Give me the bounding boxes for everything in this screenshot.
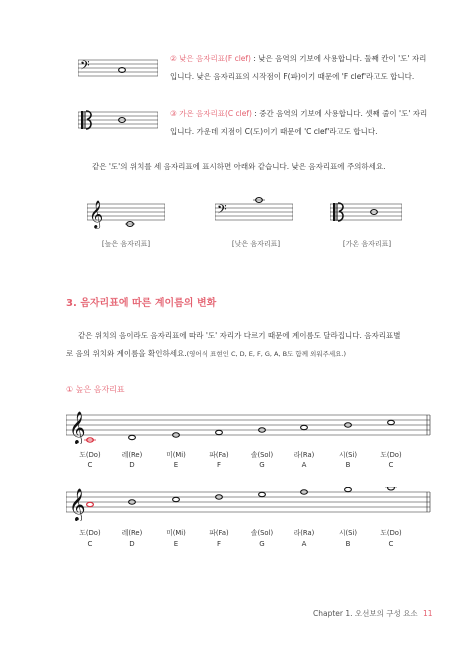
letter-label: E [173,540,179,548]
solfege-row-2 [0,527,474,539]
letter-label: B [345,461,351,469]
letter-label: F [216,540,222,548]
solfege-label: 미(Mi) [166,451,186,459]
paragraph-note: (영어식 표현인 C, D, E, F, G, A, B도 함께 외워주세요.) [186,350,347,358]
solfege-label: 레(Re) [121,451,143,459]
letter-label: C [87,461,93,469]
treble-scale-staff-1 [66,410,431,444]
letter-label: E [173,461,179,469]
solfege-label: 라(Ra) [293,451,315,459]
alto-clef-text-1: : 중간 음역의 기보에 사용합니다. 셋째 줄이 '도' 자리 [251,109,428,118]
solfege-label: 솔(Sol) [250,529,274,537]
note-g [259,492,266,496]
solfege-label: 시(Si) [338,529,358,537]
treble-clef-caption: [높은 음자리표] [101,240,151,248]
alto-clef-description [170,105,427,123]
bass-clef-caption: [낮은 음자리표] [231,240,281,248]
treble-clef-icon: 𝄞 [69,488,86,521]
solfege-label: 라(Ra) [293,529,315,537]
solfege-label: 도(Do) [380,529,402,537]
letter-label: C [388,461,394,469]
letter-label: G [259,461,265,469]
solfege-label: 솔(Sol) [250,451,274,459]
bass-clef-text-2: 입니다. 낮은 음자리표의 시작점이 F(파)이기 때문에 'F clef'라고도 합니다. [170,72,415,81]
note-f [216,430,223,434]
treble-do-staff [87,196,165,236]
solfege-label: 도(Do) [380,451,402,459]
letter-label: D [129,540,135,548]
solfege-label: 파(Fa) [209,529,229,537]
solfege-row-1 [0,449,474,461]
solfege-label: 도(Do) [79,451,101,459]
alto-clef-text-2: 입니다. 가운데 지점이 C(도)이기 때문에 'C clef'라고도 합니다. [170,127,378,136]
solfege-label: 레(Re) [121,529,143,537]
letter-label: G [259,540,265,548]
bass-clef-icon: 𝄢 [80,58,90,76]
treble-clef-icon: 𝄞 [89,200,104,228]
note-b [345,487,352,491]
note-c-high [388,420,395,424]
bass-do-staff [215,192,293,232]
treble-clef-icon: 𝄞 [69,411,86,444]
alto-clef-title: ③ 가온 음자리표(C clef) [170,109,252,118]
alto-clef-caption: [가온 음자리표] [342,240,392,248]
note-a [301,425,308,429]
letter-label: C [87,540,93,548]
section-title: 3. 음자리표에 따른 계이름의 변화 [66,298,217,309]
intro-sentence: 같은 '도'의 위치를 세 음자리표에 표시하면 아래와 같습니다. 낮은 음자리표에 주의하세요. [92,162,386,171]
bass-clef-title: ② 낮은 음자리표(F clef) [170,54,251,63]
page-footer [313,608,433,619]
note-head [119,68,126,73]
letter-row-2 [0,540,474,552]
section-paragraph-line-2 [66,344,346,364]
solfege-label: 시(Si) [338,451,358,459]
bass-clef-text-1: : 낮은 음역의 기보에 사용합니다. 둘째 칸이 '도' 자리 [250,54,427,63]
alto-do-staff [330,196,402,236]
note-d [129,435,136,439]
letter-label: A [301,540,307,548]
letter-label: C [388,540,394,548]
letter-row-1 [0,461,474,473]
paragraph-main: 로 음의 위치와 계이름을 확인하세요. [66,349,187,358]
solfege-label: 파(Fa) [209,451,229,459]
letter-label: B [345,540,351,548]
note-c-high [388,487,395,490]
subsection-title: ① 높은 음자리표 [66,385,125,394]
note-c [87,502,94,506]
letter-label: F [216,461,222,469]
bass-clef-description [170,50,426,68]
bass-clef-icon: 𝄢 [217,202,227,220]
solfege-label: 도(Do) [79,529,101,537]
page-number: 11 [423,609,433,618]
letter-label: D [129,461,135,469]
section-paragraph-line-1: 같은 위치의 음이라도 음자리표에 따라 '도' 자리가 다르기 때문에 계이름도 달라집니다. 음자리표별 [78,331,401,340]
alto-clef-staff-example [78,108,158,136]
solfege-label: 미(Mi) [166,529,186,537]
bass-clef-staff-example [78,56,158,84]
note-e [173,497,180,501]
letter-label: A [301,461,307,469]
treble-scale-staff-2 [66,487,431,521]
chapter-label: Chapter 1. 오선보의 구성 요소 [313,609,418,618]
